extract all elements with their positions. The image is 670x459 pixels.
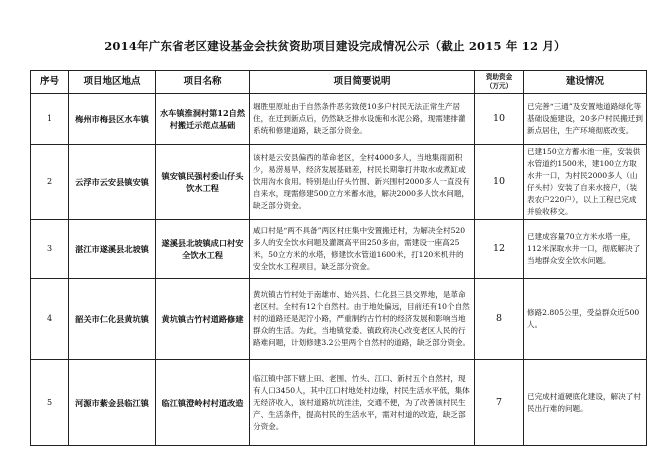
row-location: 湛江市遂溪县北坡镇: [69, 220, 156, 279]
row-status: 已建150立方蓄水池一座，安装供水管道约1500米，建100立方取水井一口，为村民2000多人（山仔头村）安装了自来水接户，（装表农户220户），以上工程已完成并验收移交。: [524, 145, 647, 220]
row-status: 已建成容量70立方米水塔一座，112米深取水井一口，彻底解决了当地群众安全饮水问题。: [524, 220, 647, 279]
row-funds: 10: [475, 94, 524, 145]
header-row: [31, 71, 647, 94]
row-project-name: 遂溪县北坡镇成口村安全饮水工程: [156, 220, 250, 279]
row-index: 1: [31, 94, 69, 145]
row-description: 咸口村是“两不具备”两区村庄集中安置搬迁村，为解决全村520多人的安全饮水问题及灌溉高平田250多亩，需建设一座高25米，50立方米的水塔，修建饮水管道1600米，打120米机井的安全饮水工程项目，缺乏部分资金。: [250, 220, 475, 279]
projects-table: [30, 70, 647, 446]
row-project-name: 黄坑镇古竹村道路修建: [156, 279, 250, 360]
header-status: 建设情况: [524, 71, 647, 94]
row-funds: 12: [475, 220, 524, 279]
row-location: 韶关市仁化县黄坑镇: [69, 279, 156, 360]
table-row: [31, 145, 647, 220]
row-index: 5: [31, 360, 69, 446]
row-index: 4: [31, 279, 69, 360]
row-description: 黄坑镇古竹村处于南雄市、始兴县、仁化县三县交界地，是革命老区村。全村有12个自然村。由于地处偏远，目前还有10个自然村的道路还是泥泞小路，严重制约古竹村的经济发展和影响当地群众的生活。为此，当地镇党委、镇政府决心改变老区人民的行路难问题，计划修建3.2公里两个自然村的道路，缺乏部分资金。: [250, 279, 475, 360]
row-description: 该村是云安县偏西的革命老区，全村4000多人，当地集雨面积少，易涝易旱，经济发展基础差，村民长期靠打井取水或煮缸或饮用沟水食用。特别是山仔头竹围、新兴围村2000多人一直没有自来水，现需修建500立方米蓄水池，解决2000多人饮水问题，缺乏部分资金。: [250, 145, 475, 220]
header-funds-line2: （万元）: [485, 82, 513, 90]
row-funds: 7: [475, 360, 524, 446]
header-funds: [475, 71, 524, 94]
row-funds: 8: [475, 279, 524, 360]
page-title: 2014年广东省老区建设基金会扶贫资助项目建设完成情况公示（截止 2015 年 12 月）: [104, 39, 566, 53]
row-description: 临江镇中部下辖上田、老围、竹头、江口、新村五个自然村，现有人口3450人，其中江口村地处村边缘，村民生活水平低，集体无经济收入，该村道路坑坑洼洼，交通不便，为了改善该村民生产、生活条件，提高村民的生活水平，需对村道的改造，缺乏部分资金。: [250, 360, 475, 446]
header-index: 序号: [31, 71, 69, 94]
row-index: 2: [31, 145, 69, 220]
table-row: [31, 94, 647, 145]
row-index: 3: [31, 220, 69, 279]
table-row: [31, 360, 647, 446]
row-description: 堀胜里原址由于自然条件恶劣致使10多户村民无法正常生产居住，在迁到新点后，仍然缺乏排水设施和水泥公路，现需建排灌系统和修建道路，缺乏部分资金。: [250, 94, 475, 145]
header-funds-line1: 资助资金: [485, 73, 513, 81]
row-project-name: 水车镇淮洞村第12自然村搬迁示范点基础: [156, 94, 250, 145]
row-status: 已完成村道硬底化建设，解决了村民出行难的问题。: [524, 360, 647, 446]
row-funds: 10: [475, 145, 524, 220]
row-status: 修路2.805公里，受益群众近500人。: [524, 279, 647, 360]
row-location: 云浮市云安县镇安镇: [69, 145, 156, 220]
header-description: 项目简要说明: [250, 71, 475, 94]
row-location: 河源市紫金县临江镇: [69, 360, 156, 446]
table-row: [31, 220, 647, 279]
table-row: [31, 279, 647, 360]
row-location: 梅州市梅县区水车镇: [69, 94, 156, 145]
header-location: 项目地区地点: [69, 71, 156, 94]
row-project-name: 镇安镇民强村委山仔头饮水工程: [156, 145, 250, 220]
header-name: 项目名称: [156, 71, 250, 94]
row-project-name: 临江镇澄岭村村道改造: [156, 360, 250, 446]
row-status: 已完善“三通”及安置地道路绿化等基础设施建设，20多户村民搬迁到新点居住，生产环境彻底改变。: [524, 94, 647, 145]
